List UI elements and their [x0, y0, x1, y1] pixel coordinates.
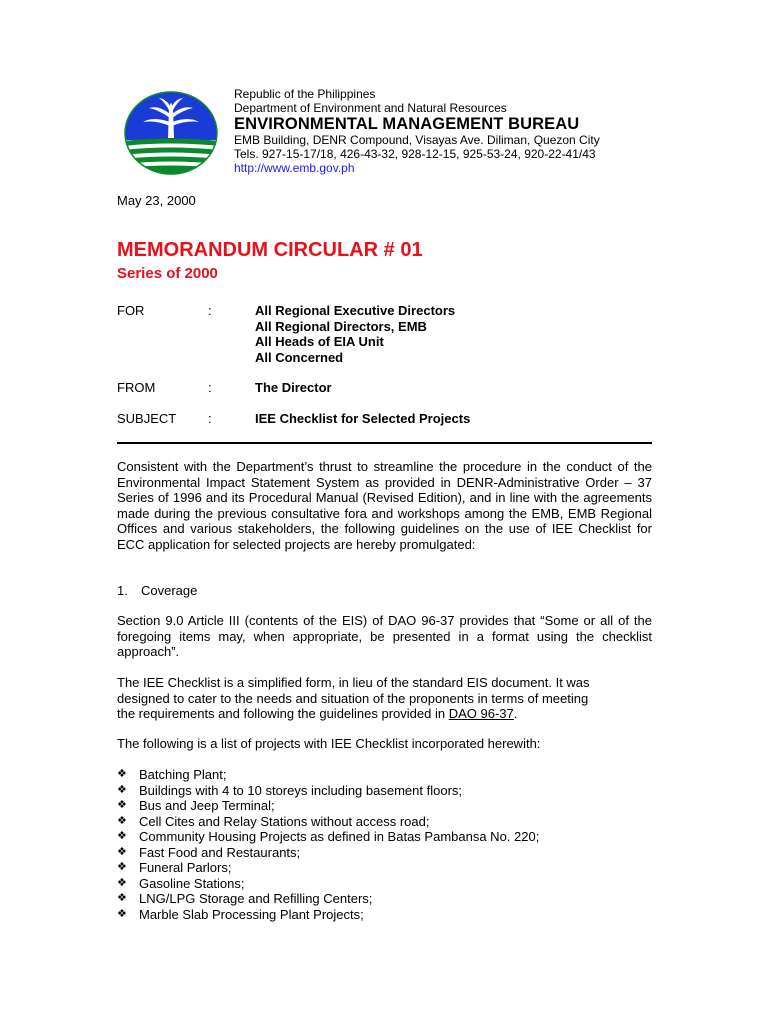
project-name: Cell Cites and Relay Stations without access road; [139, 813, 430, 829]
header-divider [117, 442, 652, 444]
project-name: Community Housing Projects as defined in Batas Pambansa No. 220; [139, 829, 540, 844]
website-link[interactable]: http://www.emb.gov.ph [234, 161, 355, 175]
letterhead [234, 87, 600, 175]
from-colon: : [208, 380, 212, 395]
checklist-paragraph [117, 675, 652, 722]
department-line: Department of Environment and Natural Resources [234, 101, 507, 115]
project-name: Marble Slab Processing Plant Projects; [139, 906, 364, 922]
from-label: FROM [117, 380, 156, 395]
list-item [117, 814, 539, 830]
diamond-bullet-icon: ❖ [117, 768, 127, 780]
diamond-bullet-icon: ❖ [117, 861, 127, 873]
list-item [117, 907, 539, 923]
list-item [117, 876, 539, 892]
recipient-line: All Regional Executive Directors [255, 303, 456, 318]
coverage-label: Coverage [141, 583, 198, 598]
address-line: EMB Building, DENR Compound, Visayas Ave. Diliman, Quezon City [234, 133, 600, 147]
project-list [117, 767, 539, 922]
list-intro: The following is a list of projects with IEE Checklist incorporated herewith: [117, 736, 541, 751]
emb-seal-icon [123, 90, 219, 176]
bureau-name: ENVIRONMENTAL MANAGEMENT BUREAU [234, 115, 580, 133]
intro-paragraph: Consistent with the Department’s thrust to streamline the procedure in the conduct of the Environmental Impact Statement System as provided in DENR-Administrative Order – 37 Series of 1996 and its Procedural Manual (Revised Edition), and in line with the agreements made during the previous consultative fora and workshops among the EMB, EMB Regional Offices and various stakeholders, the following guidelines on the use of IEE Checklist for ECC application for selected projects are hereby promulgated: [117, 459, 652, 552]
subject-label: SUBJECT [117, 411, 177, 426]
checklist-line-last [117, 706, 652, 722]
project-name: Gasoline Stations; [139, 875, 245, 891]
recipient-line: All Regional Directors, EMB [255, 318, 427, 334]
diamond-bullet-icon: ❖ [117, 814, 127, 827]
diamond-bullet-icon: ❖ [117, 876, 127, 889]
emb-logo [123, 90, 219, 176]
coverage-number: 1. [117, 583, 128, 598]
checklist-line-text: the requirements and following the guidelines provided in [117, 706, 449, 721]
recipient-line: All Concerned [255, 349, 344, 365]
project-name: Batching Plant; [139, 767, 227, 782]
memo-date: May 23, 2000 [117, 193, 196, 208]
for-recipients [255, 303, 455, 365]
coverage-heading [117, 583, 197, 598]
project-name: Funeral Parlors; [139, 860, 232, 875]
diamond-bullet-icon: ❖ [117, 907, 127, 920]
recipient-line: All Heads of EIA Unit [255, 334, 384, 349]
phones-line: Tels. 927-15-17/18, 426-43-32, 928-12-15, 925-53-24, 920-22-41/43 [234, 147, 596, 161]
checklist-line: designed to cater to the needs and situation of the proponents in terms of meeting [117, 690, 589, 706]
project-name: LNG/LPG Storage and Refilling Centers; [139, 891, 373, 906]
project-name: Buildings with 4 to 10 storeys including basement floors; [139, 782, 463, 798]
memo-series: Series of 2000 [117, 265, 218, 282]
diamond-bullet-icon: ❖ [117, 830, 127, 842]
list-item [117, 829, 539, 845]
list-item [117, 798, 539, 814]
subject-value: IEE Checklist for Selected Projects [255, 411, 471, 426]
from-value: The Director [255, 380, 332, 395]
for-colon: : [208, 303, 212, 318]
diamond-bullet-icon: ❖ [117, 845, 127, 858]
for-label: FOR [117, 303, 145, 318]
diamond-bullet-icon: ❖ [117, 799, 127, 811]
list-item [117, 860, 539, 876]
section-paragraph: Section 9.0 Article III (contents of the EIS) of DAO 96-37 provides that “Some or all of the foregoing items may, when appropriate, be presented in a format using the checklist approach”. [117, 613, 652, 659]
list-item [117, 767, 539, 783]
project-name: Bus and Jeep Terminal; [139, 798, 275, 813]
list-item [117, 845, 539, 861]
checklist-line: The IEE Checklist is a simplified form, in lieu of the standard EIS document. It was [117, 675, 590, 690]
diamond-bullet-icon: ❖ [117, 783, 127, 796]
diamond-bullet-icon: ❖ [117, 892, 127, 904]
checklist-period: . [513, 706, 518, 721]
memo-title: MEMORANDUM CIRCULAR # 01 [117, 239, 423, 261]
project-name: Fast Food and Restaurants; [139, 844, 301, 860]
list-item [117, 891, 539, 907]
dao-reference-link[interactable]: DAO 96-37 [448, 706, 514, 721]
list-item [117, 783, 539, 799]
republic-line: Republic of the Philippines [234, 87, 376, 101]
subject-colon: : [208, 411, 212, 426]
